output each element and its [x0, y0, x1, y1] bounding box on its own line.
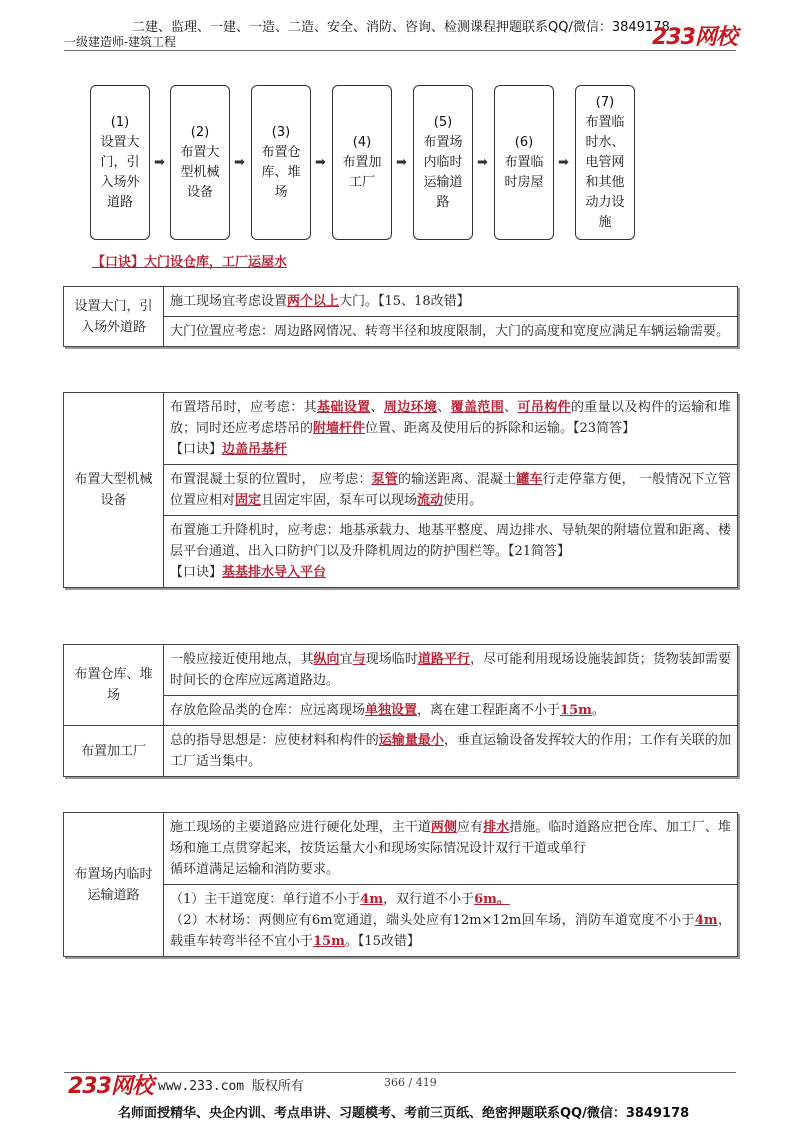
footer-copyright: www.233.com 版权所有 [158, 1079, 304, 1094]
flow-step-number: (6) [514, 134, 534, 150]
flow-arrow-icon: ➡ [558, 155, 569, 170]
highlight-term: 两侧 [430, 820, 458, 835]
page-number: 366 / 419 [384, 1076, 437, 1089]
flow-step-text: 施 [598, 214, 612, 230]
machine-section [63, 392, 738, 588]
flow-step-text: 布置临 [504, 154, 544, 170]
flow-step-2 [170, 85, 230, 240]
footer-logo: 233网校 [68, 1074, 153, 1099]
gate-section [63, 286, 738, 347]
flow-step-text: 门，引 [100, 154, 140, 170]
machine-label: 布置大型机械设备 [64, 393, 164, 588]
warehouse-row-2: 存放危险品类的仓库：应远离现场单独设置，离在建工程距离不小于15m。 [164, 696, 738, 726]
flow-arrow-icon: ➡ [234, 155, 245, 170]
flow-step-number: (5) [433, 114, 453, 130]
header-subject: 一级建造师-建筑工程 [64, 35, 177, 49]
flow-step-number: (4) [352, 134, 372, 150]
machine-row-tower-crane: 布置塔吊时，应考虑：其基础设置、周边环境、覆盖范围、可吊构件的重量以及构件的运输和堆放；同时还应考虑塔吊的附墙杆件位置、距离及使用后的拆除和运输。【23简答】 【口诀】边盖吊基杆 [164, 393, 738, 465]
flow-step-7 [575, 85, 635, 240]
mnemonic-highlight: 基基排水导入平台 [222, 565, 327, 580]
flow-step-3 [251, 85, 311, 240]
flow-step-text: 布置仓 [261, 144, 301, 160]
highlight-term: 周边环境 [383, 400, 438, 415]
highlight-term: 15m [313, 934, 345, 949]
factory-label: 布置加工厂 [64, 726, 164, 777]
highlight-term: 流动 [417, 493, 444, 508]
highlight-term: 道路平行 [417, 652, 471, 667]
flow-step-text: 场 [274, 184, 288, 200]
flow-step-text: 动力设 [585, 194, 625, 210]
footer-divider [64, 1072, 736, 1073]
flow-arrow-icon: ➡ [477, 155, 488, 170]
highlight-term: 4m [694, 913, 718, 928]
highlight-term: 可吊构件 [517, 400, 571, 415]
flow-step-text: 道路 [106, 194, 133, 210]
road-label: 布置场内临时运输道路 [64, 813, 164, 957]
flow-step-4 [332, 85, 392, 240]
flow-step-text: 布置大 [180, 144, 220, 160]
flow-step-number: (3) [271, 124, 291, 140]
flow-step-number: (2) [190, 124, 210, 140]
highlight-term: 罐车 [516, 472, 543, 487]
flow-step-text: 布置临 [585, 114, 625, 130]
road-section [63, 812, 738, 957]
highlight-term: 15m [560, 703, 592, 718]
highlight-term: 覆盖范围 [450, 400, 505, 415]
flow-step-text: 入场外 [100, 174, 140, 190]
flow-step-text: 工厂 [348, 174, 375, 190]
flow-step-number: (7) [595, 94, 615, 110]
header-divider [64, 50, 736, 51]
flow-arrow-icon: ➡ [154, 155, 165, 170]
flow-arrow-icon: ➡ [315, 155, 326, 170]
highlight-term: 纵向 [313, 652, 340, 667]
highlight-term: 固定 [235, 493, 262, 508]
factory-row-1: 总的指导思想是：应使材料和构件的运输量最小，垂直运输设备发挥较大的作用；工作有关联的加工厂适当集中。 [164, 726, 738, 777]
highlight-term: 4m [360, 892, 384, 907]
highlight-term: 与 [352, 652, 366, 667]
flow-step-text: 库、堆 [261, 164, 301, 180]
flow-step-text: 电管网 [585, 154, 625, 170]
header-contact-line: 二建、监理、一建、一造、二造、安全、消防、咨询、检测课程押题联系QQ/微信：3849178 [132, 20, 670, 35]
machine-row-concrete-pump: 布置混凝土泵的位置时， 应考虑：泵管的输送距离、混凝土罐车行走停靠方便， 一般情况下立管位置应相对固定且固定牢固，泵车可以现场流动使用。 [164, 465, 738, 516]
road-row-1: 施工现场的主要道路应进行硬化处理，主干道两侧应有排水措施。临时道路应把仓库、加工厂、堆场和施工点贯穿起来，按货运量大小和现场实际情况设计双行干道或单行 循环道满足运输和消防要求。 [164, 813, 738, 885]
flow-step-text: 时房屋 [504, 174, 544, 190]
flow-step-text: 内临时 [423, 154, 463, 170]
flow-step-1 [90, 85, 150, 240]
flow-step-number: (1) [110, 114, 130, 130]
gate-row-1: 施工现场宜考虑设置两个以上大门。【15、18改错】 [164, 287, 738, 317]
gate-label: 设置大门，引入场外道路 [64, 287, 164, 347]
flow-step-text: 路 [436, 194, 450, 210]
flow-step-text: 布置场 [423, 134, 463, 150]
machine-row-hoist: 布置施工升降机时，应考虑：地基承载力、地基平整度、周边排水、导轨架的附墙位置和距离、楼层平台通道、出入口防护门以及升降机周边的防护围栏等。【21简答】 【口诀】基基排水导入平台 [164, 516, 738, 588]
highlight-term: 运输量最小 [378, 733, 444, 748]
highlight-term: 泵管 [371, 472, 398, 487]
flow-step-text: 和其他 [585, 174, 625, 190]
road-row-2: （1）主干道宽度：单行道不小于4m，双行道不小于6m。 （2）木材场：两侧应有6m宽通道，端头处应有12m×12m回车场，消防车道宽度不小于4m，载重车转弯半径不宜小于15m。【15改错】 [164, 885, 738, 957]
flow-step-text: 设置大 [100, 134, 140, 150]
flow-step-text: 布置加 [342, 154, 382, 170]
flow-mnemonic: 【口诀】大门设仓库，工厂运屋水 [92, 255, 288, 270]
footer-contact-line: 名师面授精华、央企内训、考点串讲、习题模考、考前三页纸、绝密押题联系QQ/微信：3849178 [118, 1106, 690, 1121]
warehouse-label: 布置仓库、堆场 [64, 645, 164, 726]
highlight-term: 基础设置 [317, 400, 371, 415]
flow-step-text: 运输道 [423, 174, 463, 190]
gate-row-2: 大门位置应考虑：周边路网情况、转弯半径和坡度限制，大门的高度和宽度应满足车辆运输需要。 [164, 317, 738, 347]
warehouse-row-1: 一般应接近使用地点，其纵向宜与现场临时道路平行，尽可能利用现场设施装卸货；货物装卸需要时间长的仓库应远离道路边。 [164, 645, 738, 696]
highlight-term: 附墙杆件 [313, 421, 366, 436]
brand-logo: 233网校 [652, 25, 737, 50]
flow-step-text: 时水、 [585, 134, 625, 150]
highlight-term: 两个以上 [287, 294, 340, 309]
highlight-term: 6m。 [474, 892, 510, 907]
warehouse-section [63, 644, 738, 777]
flow-step-text: 设备 [186, 184, 213, 200]
highlight-term: 排水 [483, 820, 510, 835]
mnemonic-highlight: 边盖吊基杆 [222, 442, 288, 457]
flow-step-text: 型机械 [180, 164, 220, 180]
flow-step-5 [413, 85, 473, 240]
flow-arrow-icon: ➡ [396, 155, 407, 170]
flow-step-6 [494, 85, 554, 240]
highlight-term: 单独设置 [365, 703, 418, 718]
